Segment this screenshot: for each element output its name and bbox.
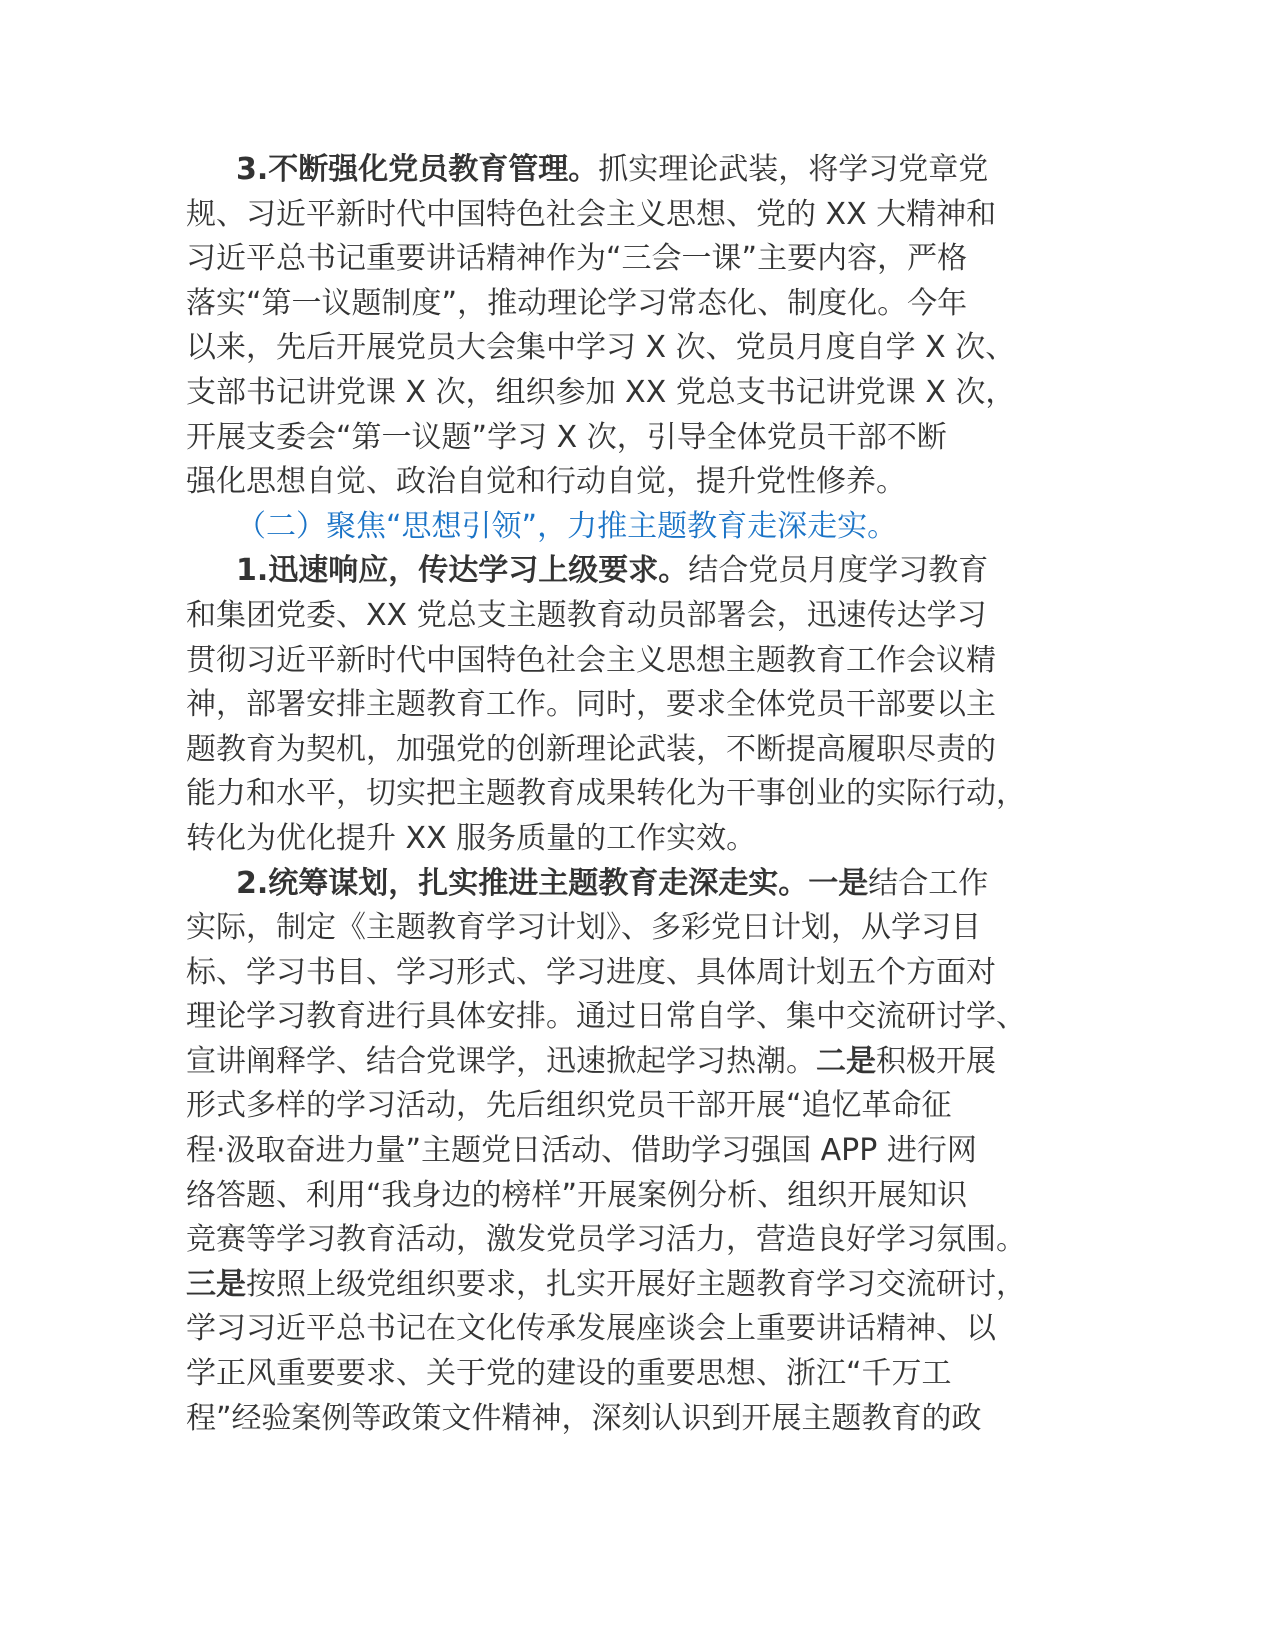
paragraph-line: 贯彻习近平新时代中国特色社会主义思想主题教育工作会议精 (186, 642, 996, 678)
paragraph-line: 习近平总书记重要讲话精神作为“三会一课”主要内容，严格 (186, 241, 968, 277)
paragraph-line: 2.统筹谋划，扎实推进主题教育走深走实。一是结合工作 (236, 865, 989, 901)
paragraph-line: 络答题、利用“我身边的榜样”开展案例分析、组织开展知识 (186, 1177, 968, 1213)
item-lead: 2.统筹谋划，扎实推进主题教育走深走实。 (236, 865, 809, 901)
section-heading: （二）聚焦“思想引领”，力推主题教育走深走实。 (236, 508, 898, 544)
paragraph-line: 能力和水平，切实把主题教育成果转化为干事创业的实际行动， (186, 776, 1026, 812)
paragraph-line: 程”经验案例等政策文件精神，深刻认识到开展主题教育的政 (186, 1400, 982, 1436)
paragraph-line: 竞赛等学习教育活动，激发党员学习活力，营造良好学习氛围。 (186, 1222, 1026, 1258)
item-lead: 1.迅速响应，传达学习上级要求。 (236, 553, 689, 589)
marker-first: 一是 (808, 865, 869, 901)
marker-third: 三是 (186, 1266, 246, 1302)
paragraph-line: 以来，先后开展党员大会集中学习 X 次、党员月度自学 X 次、 (186, 330, 1016, 366)
paragraph-line: 三是按照上级党组织要求，扎实开展好主题教育学习交流研讨， (186, 1266, 1026, 1302)
paragraph-line: 学习习近平总书记在文化传承发展座谈会上重要讲话精神、以 (186, 1311, 996, 1347)
paragraph-line: 标、学习书目、学习形式、学习进度、具体周计划五个方面对 (186, 954, 996, 990)
paragraph-line: 学正风重要要求、关于党的建设的重要思想、浙江“千万工 (186, 1356, 952, 1392)
paragraph-line: 1.迅速响应，传达学习上级要求。结合党员月度学习教育 (236, 553, 989, 589)
paragraph-line: 神，部署安排主题教育工作。同时，要求全体党员干部要以主 (186, 687, 996, 723)
paragraph-line: 形式多样的学习活动，先后组织党员干部开展“追忆革命征 (186, 1088, 952, 1124)
paragraph-line: 落实“第一议题制度”，推动理论学习常态化、制度化。今年 (186, 285, 968, 321)
paragraph-line: 支部书记讲党课 X 次，组织参加 XX 党总支书记讲党课 X 次， (186, 374, 1016, 410)
paragraph-line: 3.不断强化党员教育管理。抓实理论武装，将学习党章党 (236, 152, 989, 187)
paragraph-line: 理论学习教育进行具体安排。通过日常自学、集中交流研讨学、 (186, 999, 1026, 1035)
marker-second: 二是 (816, 1043, 876, 1079)
paragraph-line: 和集团党委、XX 党总支主题教育动员部署会，迅速传达学习 (186, 597, 987, 633)
paragraph-line: 开展支委会“第一议题”学习 X 次，引导全体党员干部不断 (186, 419, 947, 455)
paragraph-line: 实际，制定《主题教育学习计划》、多彩党日计划，从学习目 (186, 910, 981, 946)
paragraph-line: 规、习近平新时代中国特色社会主义思想、党的 XX 大精神和 (186, 196, 997, 232)
paragraph-line: 强化思想自觉、政治自觉和行动自觉，提升党性修养。 (186, 464, 906, 500)
paragraph-line: 宣讲阐释学、结合党课学，迅速掀起学习热潮。二是积极开展 (186, 1043, 996, 1079)
paragraph-line: 程·汲取奋进力量”主题党日活动、借助学习强国 APP 进行网 (186, 1133, 977, 1169)
document-body (186, 148, 1096, 1441)
paragraph-line: 题教育为契机，加强党的创新理论武装，不断提高履职尽责的 (186, 731, 996, 767)
section-lead: 3.不断强化党员教育管理。 (236, 152, 599, 187)
paragraph-line: 转化为优化提升 XX 服务质量的工作实效。 (186, 820, 757, 856)
